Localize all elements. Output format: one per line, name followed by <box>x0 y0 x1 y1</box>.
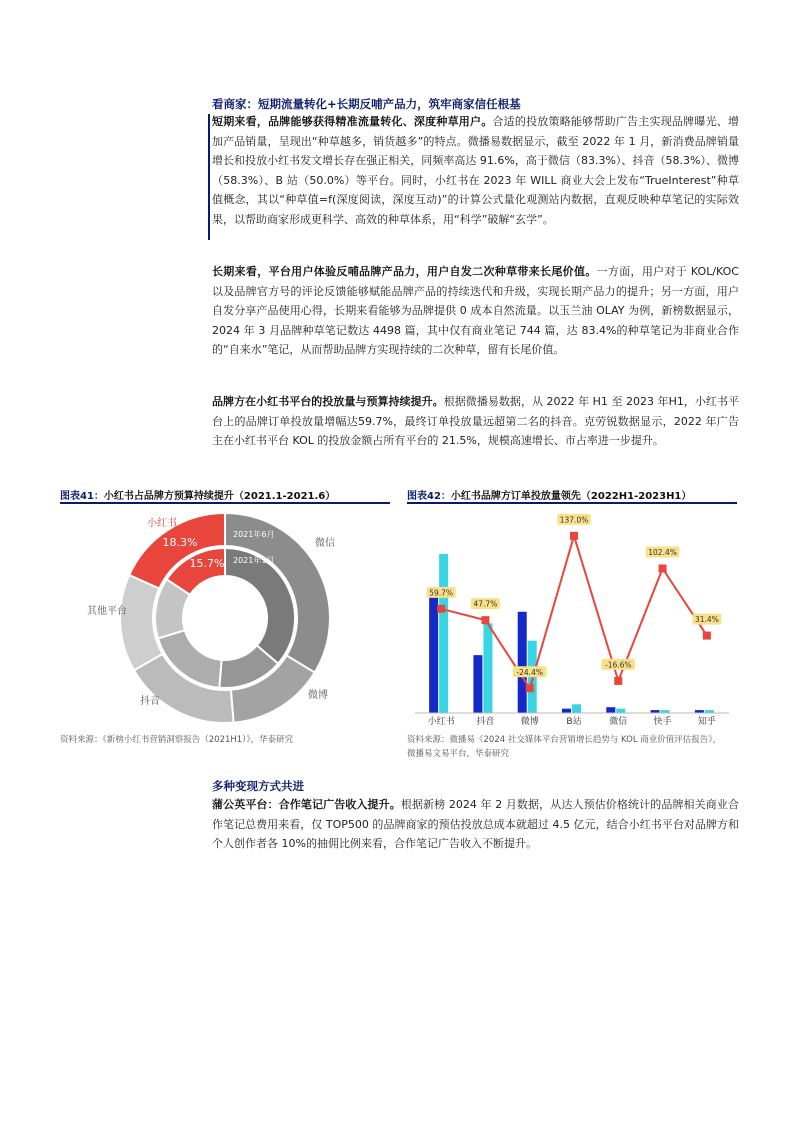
bar-series2 <box>572 704 581 713</box>
data-label: -24.4% <box>516 667 543 677</box>
paragraph-body: 根据新榜 2024 年 2 月数据，从达人预估价格统计的品牌相关商业合作笔记总费用来看，仅 TOP500 的品牌商家的预估投放总成本就超过 4.5 亿元，结合小红书平台对品牌方和个人创作者各 10%的抽佣比例来看，合作笔记广告收入不断提升。 <box>212 798 739 850</box>
line-marker <box>437 605 445 613</box>
section-title-monetization: 多种变现方式共进 <box>212 779 304 793</box>
figure42-title <box>407 487 691 502</box>
bar-series1 <box>429 592 438 713</box>
data-label: -16.6% <box>605 660 632 670</box>
figure42-source <box>407 733 721 761</box>
figure41-label: 图表41： <box>60 491 104 502</box>
slice-label-weixin: 微信 <box>315 538 335 549</box>
figure42-rule <box>407 502 737 504</box>
bar-series1 <box>562 709 571 713</box>
slice-label-douyin: 抖音 <box>140 696 160 707</box>
figure41-source: 资料来源：《新榜小红书营销洞察报告（2021H1）》，华泰研究 <box>60 735 294 745</box>
figure41-caption: 小红书占品牌方预算持续提升（2021.1-2021.6） <box>103 491 336 502</box>
slice-label-other: 其他平台 <box>87 606 127 617</box>
data-label: 31.4% <box>694 615 719 625</box>
paragraph-lead: 长期来看，平台用户体验反哺品牌产品力，用户自发二次种草带来长尾价值。 <box>212 265 597 278</box>
slice-label-weibo: 微博 <box>308 690 328 701</box>
paragraph-lead: 品牌方在小红书平台的投放量与预算持续提升。 <box>212 395 444 408</box>
line-marker <box>703 632 711 640</box>
figure42-source-line1: 资料来源：微播易《2024 社交媒体平台营销增长趋势与 KOL 商业价值评估报告》， <box>407 735 722 745</box>
ring-label-outer: 2021年6月 <box>233 530 275 539</box>
line-marker <box>481 616 489 624</box>
x-tick-label: B站 <box>566 717 582 727</box>
bar-series1 <box>518 612 527 713</box>
bar-series2 <box>616 709 625 713</box>
bar-series1 <box>606 707 615 713</box>
paragraph-lead: 短期来看，品牌能够获得精准流量转化、深度种草用户。 <box>212 115 493 128</box>
paragraph-lead: 蒲公英平台：合作笔记广告收入提升。 <box>212 798 401 811</box>
paragraph-budget <box>212 392 739 451</box>
line-marker <box>614 677 622 685</box>
bar-series1 <box>473 655 482 713</box>
paragraph-rule <box>208 114 210 240</box>
paragraph-body: 一方面，用户对于 KOL/KOC 以及品牌官方号的评论反馈能够赋能品牌产品的持续迭代和升级，实现长期产品力的提升；另一方面，用户自发分享产品使用心得，长期来看能够为品牌提供 0 成本自然流量。以玉兰油 OLAY 为例，新榜数据显示，2024 年 3 月品牌种草笔记数达 4498 篇，其中仅有商业笔记 744 篇，达 83.4%的种草笔记为非商业合作的“自来水”笔记，从而帮助品牌方实现持续的二次种草，留有长尾价值。 <box>212 265 739 356</box>
figure42-caption: 小红书品牌方订单投放量领先（2022H1-2023H1） <box>450 491 692 502</box>
section-title-merchants: 看商家：短期流量转化+长期反哺产品力，筑牢商家信任根基 <box>212 97 521 111</box>
x-tick-label: 微博 <box>520 717 539 727</box>
paragraph-short-term <box>212 112 739 229</box>
ring-label-inner: 2021年1月 <box>233 556 275 565</box>
line-marker <box>526 684 534 692</box>
line-marker <box>659 565 667 573</box>
paragraph-long-term <box>212 262 739 360</box>
value-label-outer: 18.3% <box>162 536 198 549</box>
x-tick-label: 小红书 <box>427 717 455 727</box>
slice-label-xiaohongshu: 小红书 <box>147 518 177 529</box>
paragraph-body: 合适的投放策略能够帮助广告主实现品牌曝光、增加产品销量，呈现出“种草越多，销货越多”的特点。微播易数据显示，截至 2022 年 1 月，新消费品牌销量增长和投放小红书发文增长存在强正相关，同频率高达 91.6%，高于微信（83.3%）、抖音（58.3%）、微博（58.3%）、B 站（50.0%）等平台。同时，小红书在 2023 年 WILL 商业大会上发布“TrueInterest”种草值概念，其以“种草值=f(深度阅读，深度互动)”的计算公式量化观测站内数据，直观反映种草笔记的实际效果，以帮助商家形成更科学、高效的种草体系，用“科学”破解“玄学”。 <box>212 115 740 226</box>
data-label: 137.0% <box>559 515 589 525</box>
x-tick-label: 快手 <box>653 717 672 727</box>
data-label: 47.7% <box>473 599 498 609</box>
figure42-label: 图表42： <box>407 491 451 502</box>
x-tick-label: 知乎 <box>697 717 716 727</box>
paragraph-body: 根据微播易数据，从 2022 年 H1 至 2023 年H1，小红书平台上的品牌订单投放量增幅达59.7%，最终订单投放量远超第二名的抖音。克劳锐数据显示，2022 年广告主在小红书平台 KOL 的投放金额占所有平台的 21.5%，规模高速增长、市占率进一步提升。 <box>212 395 740 447</box>
value-label-inner: 15.7% <box>189 557 225 570</box>
donut-chart <box>60 508 390 728</box>
line-marker <box>570 532 578 540</box>
x-tick-label: 微信 <box>609 717 628 727</box>
figure41-rule <box>60 502 390 504</box>
bar-series2 <box>483 623 492 713</box>
figure41-title <box>60 487 335 502</box>
figure42-source-line2: 微播易文易平台，华泰研究 <box>407 749 510 759</box>
data-label: 59.7% <box>429 588 454 598</box>
paragraph-pugongying <box>212 795 739 854</box>
data-label: 102.4% <box>648 548 677 558</box>
bar-series2 <box>439 554 448 713</box>
bar-line-chart <box>407 505 737 730</box>
x-tick-label: 抖音 <box>476 717 495 727</box>
